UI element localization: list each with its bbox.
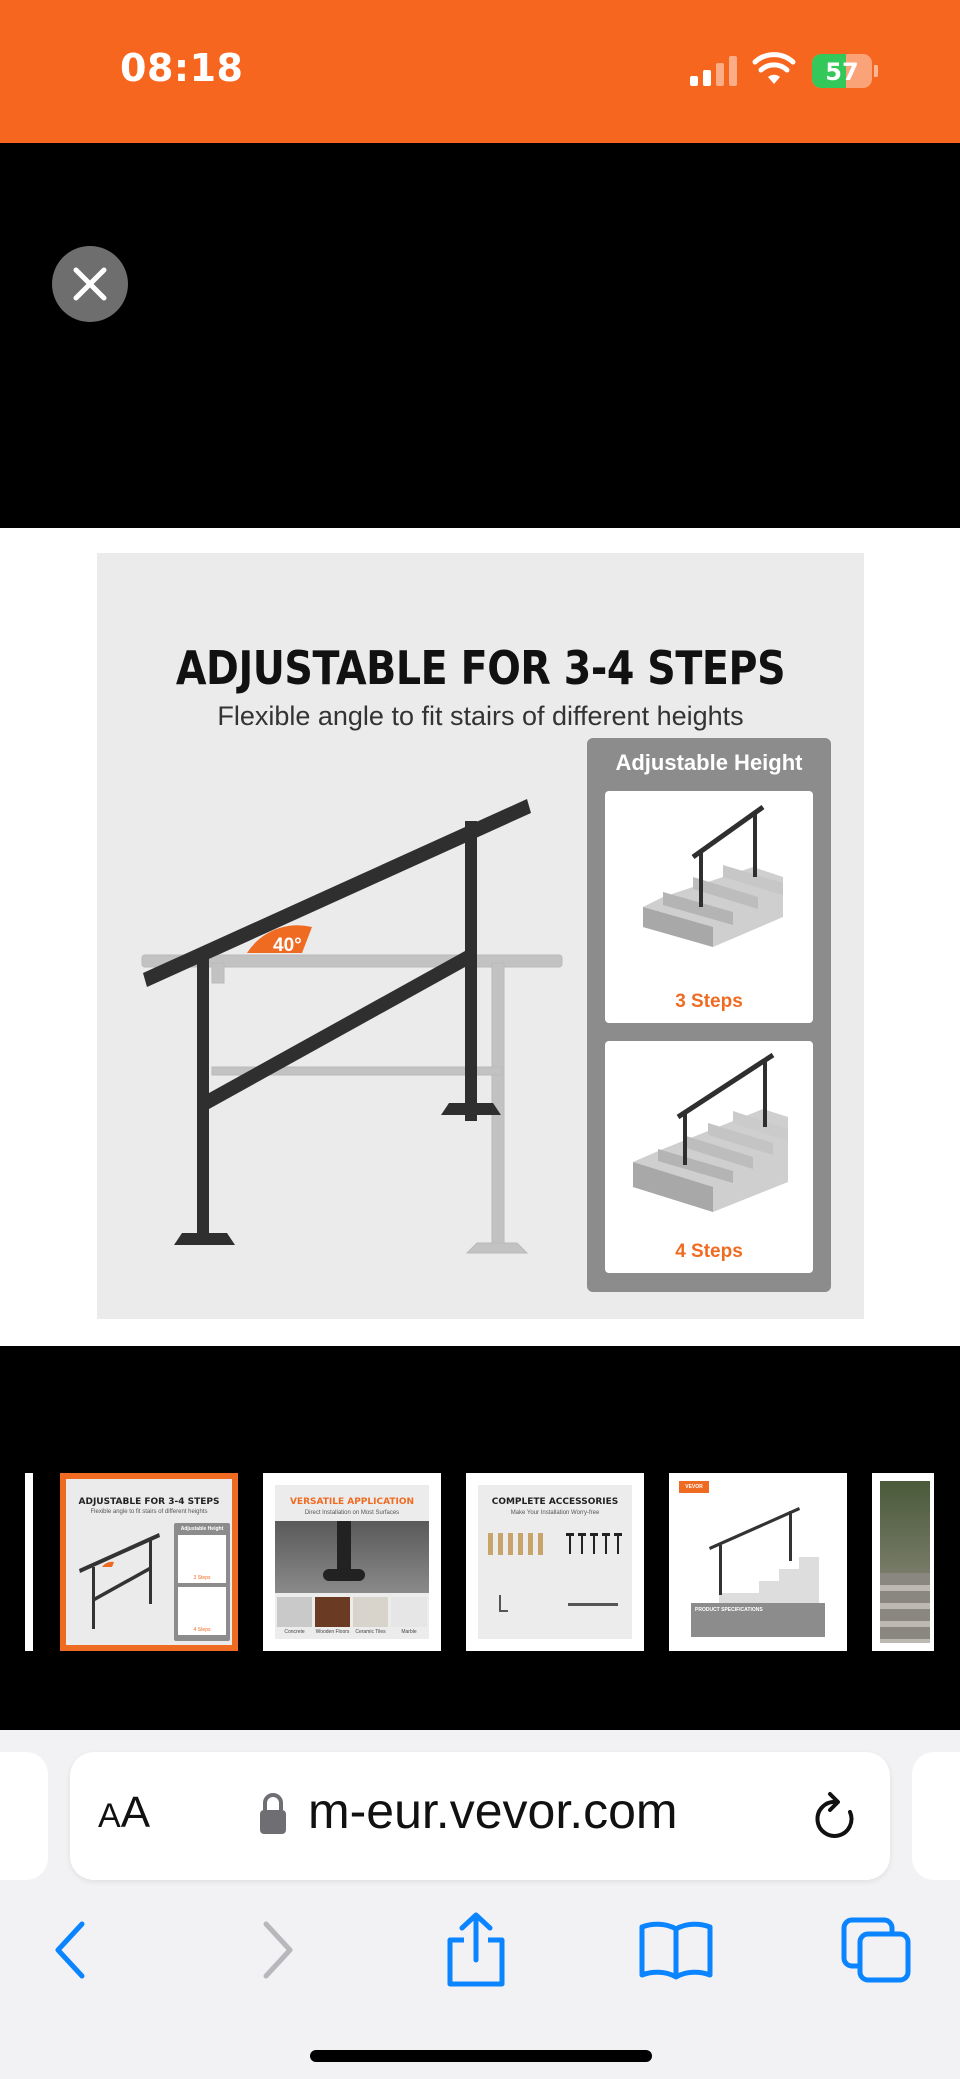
tabs-icon	[840, 1916, 912, 1984]
status-time: 08:18	[120, 46, 244, 90]
url-text[interactable]: m-eur.vevor.com	[308, 1783, 678, 1839]
thumbnail-subtitle: Make Your Installation Worry-free	[510, 1510, 600, 1516]
vevor-logo: VEVOR	[685, 1484, 703, 1490]
angle-badge: 40°	[273, 935, 302, 956]
share-button[interactable]	[436, 1910, 516, 1990]
home-indicator[interactable]	[310, 2050, 652, 2062]
four-steps-option	[605, 1041, 813, 1273]
three-steps-option	[605, 791, 813, 1023]
handrail-illustration	[97, 773, 577, 1313]
thumbnail-5[interactable]	[872, 1473, 934, 1651]
three-steps-label: 3 Steps	[675, 991, 743, 1012]
adjustable-height-panel	[587, 738, 831, 1292]
thumbnail-4[interactable]	[669, 1473, 847, 1651]
share-icon	[444, 1912, 508, 1988]
text-size-large: A	[120, 1788, 151, 1837]
lock-icon	[258, 1792, 288, 1836]
thumbnail-title: ADJUSTABLE FOR 3-4 STEPS	[78, 1497, 220, 1507]
previous-tab-peek[interactable]	[0, 1752, 48, 1880]
thumbnail-railing-icon	[74, 1529, 174, 1639]
reload-icon[interactable]	[810, 1790, 860, 1844]
forward-button[interactable]	[238, 1910, 318, 1990]
thumbnail-2[interactable]	[263, 1473, 441, 1651]
battery-level: 57	[825, 58, 859, 86]
product-image	[97, 553, 864, 1319]
four-steps-label: 4 Steps	[675, 1241, 743, 1262]
thumbnail-3[interactable]	[466, 1473, 644, 1651]
status-bar	[0, 0, 960, 143]
back-button[interactable]	[30, 1910, 110, 1990]
thumbnail-title: VERSATILE APPLICATION	[289, 1497, 415, 1507]
book-icon	[638, 1919, 714, 1981]
browser-toolbar	[0, 1730, 960, 2079]
close-icon	[72, 266, 108, 302]
thumbnail-steps-b: 4 Steps	[193, 1627, 211, 1633]
chevron-right-icon	[258, 1920, 298, 1980]
three-steps-illustration	[623, 797, 803, 977]
text-size-button[interactable]	[98, 1788, 150, 1838]
thumbnail-partial[interactable]	[25, 1473, 33, 1651]
text-size-small: A	[98, 1797, 121, 1835]
chevron-left-icon	[50, 1920, 90, 1980]
spec-title: PRODUCT SPECIFICATIONS	[695, 1607, 763, 1613]
thumbnail-panel-title: Adjustable Height	[180, 1526, 224, 1532]
thumbnail-1[interactable]	[60, 1473, 238, 1651]
product-image-title: ADJUSTABLE FOR 3-4 STEPS	[175, 641, 786, 695]
product-image-subtitle: Flexible angle to fit stairs of different heights	[217, 701, 744, 731]
tabs-button[interactable]	[836, 1910, 916, 1990]
thumbnail-strip[interactable]	[0, 1470, 960, 1656]
thumbnail-steps-a: 3 Steps	[193, 1575, 211, 1581]
surface-label: Concrete	[284, 1629, 305, 1635]
wifi-icon	[752, 52, 796, 86]
four-steps-illustration	[623, 1047, 803, 1227]
accessories-icon	[488, 1533, 624, 1633]
product-image-viewer[interactable]	[0, 528, 960, 1346]
close-button[interactable]	[52, 246, 128, 322]
dimensions-diagram	[689, 1497, 829, 1607]
adjustable-height-title: Adjustable Height	[615, 750, 803, 775]
thumbnail-subtitle: Direct Installation on Most Surfaces	[304, 1510, 400, 1516]
next-tab-peek[interactable]	[912, 1752, 960, 1880]
cellular-signal-icon	[690, 56, 738, 86]
address-bar[interactable]	[70, 1752, 890, 1880]
thumbnail-title: COMPLETE ACCESSORIES	[491, 1497, 619, 1507]
surface-label: Ceramic Tiles	[355, 1629, 386, 1635]
thumbnail-subtitle: Flexible angle to fit stairs of different heights	[90, 1509, 208, 1515]
battery-icon	[812, 54, 878, 88]
surface-label: Wooden Floors	[315, 1629, 350, 1635]
surface-label: Marble	[401, 1629, 417, 1635]
bookmarks-button[interactable]	[636, 1910, 716, 1990]
